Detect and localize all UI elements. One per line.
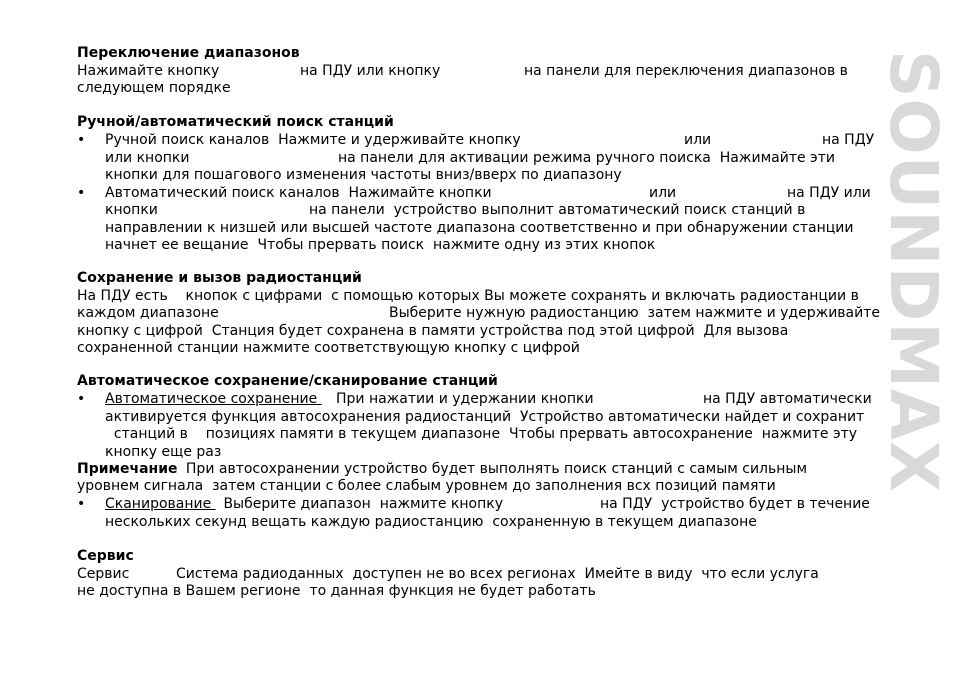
autostore-text: При нажатии и удержании кнопки <box>336 391 594 407</box>
presets-text: сохраненной станции нажмите соответствующую кнопку с цифрой <box>77 340 580 356</box>
brand-watermark-text: SOUNDMAX <box>875 50 952 493</box>
autostore-term: Автоматическое сохранение <box>105 391 322 407</box>
band-switch-text: на ПДУ или кнопку <box>300 63 441 79</box>
presets-text: На ПДУ есть кнопок с цифрами с помощью которых Вы можете сохранять и включать радиостанции в <box>77 288 859 304</box>
auto-search-text: на ПДУ или <box>787 185 871 201</box>
auto-search-text: Автоматический поиск каналов Нажимайте кнопки <box>105 185 492 201</box>
auto-search-text: или <box>649 185 677 201</box>
presets-text: кнопку с цифрой Станция будет сохранена в памяти устройства под этой цифрой Для вызова <box>77 323 789 339</box>
section-heading-station-search: Ручной/автоматический поиск станций <box>77 114 394 130</box>
scan-text: Выберите диапазон нажмите кнопку <box>219 496 504 512</box>
manual-search-text: или <box>684 132 712 148</box>
presets-text: каждом диапазоне <box>77 305 219 321</box>
band-switch-text: следующем порядке <box>77 80 231 96</box>
bullet: • <box>77 185 86 201</box>
autostore-text: станций в позициях памяти в текущем диапазоне Чтобы прервать автосохранение нажмите эту <box>105 426 858 442</box>
manual-search-text: на панели для активации режима ручного поиска Нажимайте эти <box>338 150 835 166</box>
manual-search-text: Ручной поиск каналов Нажмите и удерживайте кнопку <box>105 132 521 148</box>
section-heading-service: Сервис <box>77 548 134 564</box>
bullet: • <box>77 132 86 148</box>
brand-watermark <box>875 50 952 600</box>
note-text: При автосохранении устройство будет выполнять поиск станций с самым сильным <box>177 461 808 477</box>
service-text: не доступна в Вашем регионе то данная функция не будет работать <box>77 583 596 599</box>
band-switch-text: Нажимайте кнопку <box>77 63 220 79</box>
scan-term: Сканирование <box>105 496 216 512</box>
bullet: • <box>77 391 86 407</box>
auto-search-text: начнет ее вещание Чтобы прервать поиск нажмите одну из этих кнопок <box>105 237 656 253</box>
section-heading-band-switch: Переключение диапазонов <box>77 45 300 61</box>
scan-text: нескольких секунд вещать каждую радиостанцию сохраненную в текущем диапазоне <box>105 514 757 530</box>
bullet: • <box>77 496 86 512</box>
manual-search-text: кнопки для пошагового изменения частоты вниз/вверх по диапазону <box>105 167 622 183</box>
autostore-text: на ПДУ автоматически <box>703 391 872 407</box>
service-text: Система радиоданных доступен не во всех регионах Имейте в виду что если услуга <box>176 566 819 582</box>
manual-search-text: на ПДУ <box>822 132 875 148</box>
auto-search-text: на панели устройство выполнит автоматический поиск станций в <box>309 202 806 218</box>
autostore-text: кнопку еще раз <box>105 444 222 460</box>
manual-search-text: или кнопки <box>105 150 190 166</box>
section-heading-presets: Сохранение и вызов радиостанций <box>77 270 362 286</box>
scan-text: на ПДУ устройство будет в течение <box>600 496 870 512</box>
service-text: Сервис <box>77 566 130 582</box>
auto-search-text: направлении к низшей или высшей частоте диапазона соответственно и при обнаружении станции <box>105 220 854 236</box>
note-label: Примечание <box>77 461 178 477</box>
section-heading-autostore: Автоматическое сохранение/сканирование станций <box>77 373 498 389</box>
presets-text: Выберите нужную радиостанцию затем нажмите и удерживайте <box>389 305 880 321</box>
band-switch-text: на панели для переключения диапазонов в <box>524 63 848 79</box>
auto-search-text: кнопки <box>105 202 158 218</box>
autostore-text: активируется функция автосохранения радиостанций Устройство автоматически найдет и сохранит <box>105 409 865 425</box>
note-text: уровнем сигнала затем станции с более слабым уровнем до заполнения всх позиций памяти <box>77 478 776 494</box>
